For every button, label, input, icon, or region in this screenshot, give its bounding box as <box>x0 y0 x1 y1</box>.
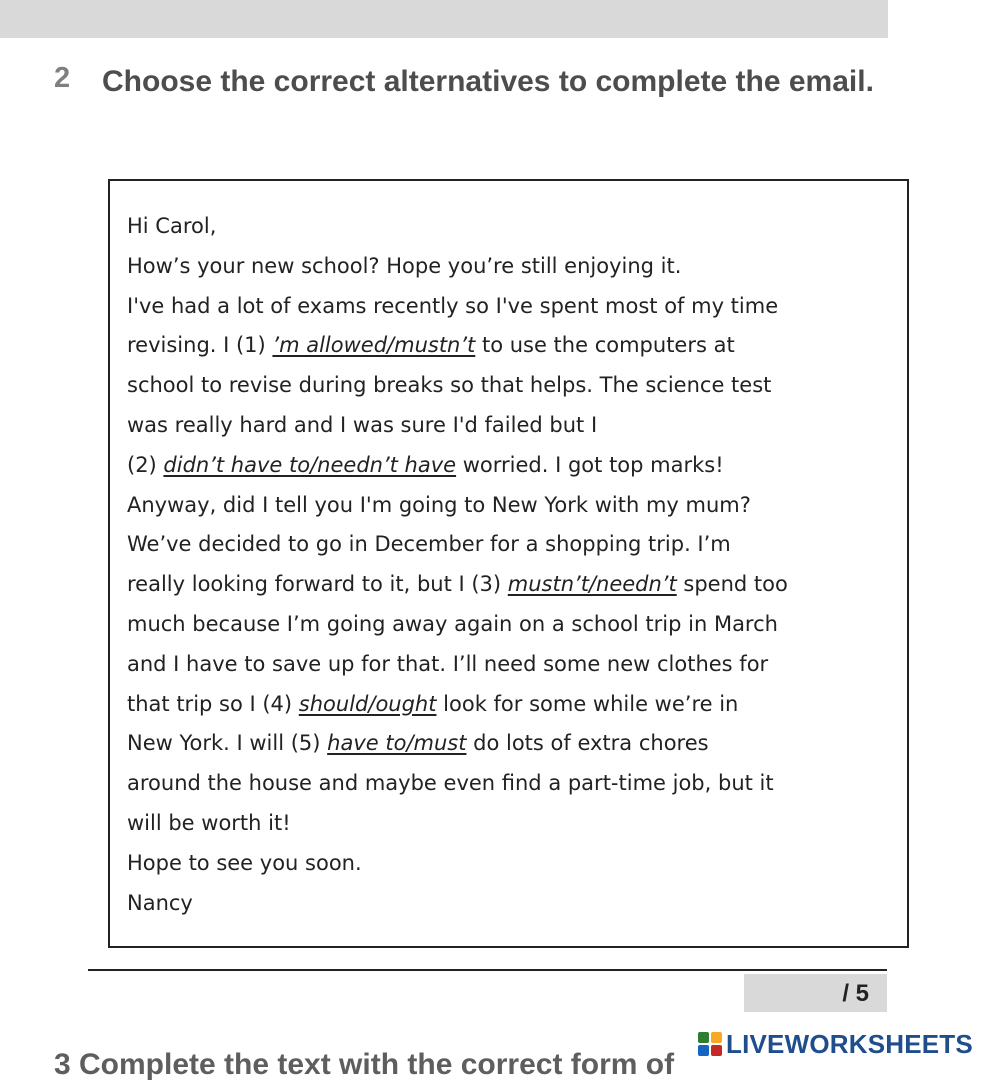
gap-alternatives[interactable]: didn’t have to/needn’t have <box>163 452 457 477</box>
email-text-segment: and I have to save up for that. I’ll need some new clothes for <box>127 651 769 676</box>
email-line <box>127 247 907 287</box>
top-header-bar <box>0 0 888 38</box>
email-text-segment: much because I’m going away again on a school trip in March <box>127 611 778 636</box>
email-text-segment: How’s your new school? Hope you’re still enjoying it. <box>127 253 682 278</box>
email-text-segment: look for some while we’re in <box>436 691 739 716</box>
email-text-segment: to use the computers at <box>475 333 735 358</box>
email-line <box>127 884 907 924</box>
logo-square <box>711 1045 722 1056</box>
email-line <box>127 326 907 366</box>
email-text-segment: that trip so I (4) <box>127 691 299 716</box>
email-text-segment: revising. I (1) <box>127 333 273 358</box>
email-text-segment: was really hard and I was sure I'd failed but I <box>127 412 598 437</box>
email-text-segment: Nancy <box>127 890 193 915</box>
email-text-segment: New York. I will (5) <box>127 731 328 756</box>
email-text-segment: We’ve decided to go in December for a shopping trip. I’m <box>127 532 731 557</box>
email-line <box>127 804 907 844</box>
email-line <box>127 685 907 725</box>
logo-square <box>698 1032 709 1043</box>
gap-alternatives[interactable]: ’m allowed/mustn’t <box>272 333 476 358</box>
email-text-segment: Hope to see you soon. <box>127 850 362 875</box>
email-text-segment: worried. I got top marks! <box>456 452 724 477</box>
logo-square <box>698 1045 709 1056</box>
email-line <box>127 645 907 685</box>
liveworksheets-watermark <box>698 1026 979 1062</box>
exercise-number: 2 <box>54 62 71 94</box>
email-line <box>127 366 907 406</box>
email-line <box>127 565 907 605</box>
watermark-text: LIVEWORKSHEETS <box>726 1028 973 1059</box>
email-text-segment: (2) <box>127 452 164 477</box>
email-text-segment: school to revise during breaks so that helps. The science test <box>127 373 772 398</box>
email-line <box>127 486 907 526</box>
email-line <box>127 287 907 327</box>
email-text-segment: Anyway, did I tell you I'm going to New York with my mum? <box>127 492 751 517</box>
email-line <box>127 844 907 884</box>
next-exercise-heading: 3 Complete the text with the correct form of <box>54 1048 675 1081</box>
exercise-instruction: Choose the correct alternatives to complete the email. <box>102 65 874 98</box>
email-box <box>108 179 909 948</box>
email-text-segment: will be worth it! <box>127 810 291 835</box>
email-line <box>127 605 907 645</box>
gap-alternatives[interactable]: should/ought <box>298 691 437 716</box>
email-line <box>127 525 907 565</box>
email-line <box>127 764 907 804</box>
email-body <box>127 207 907 923</box>
score-box: / 5 <box>744 974 887 1012</box>
email-text-segment: Hi Carol, <box>127 214 217 238</box>
email-text-segment: do lots of extra chores <box>466 731 709 756</box>
email-text-segment: really looking forward to it, but I (3) <box>127 572 508 597</box>
gap-alternatives[interactable]: mustn’t/needn’t <box>507 572 677 597</box>
email-line <box>127 207 907 247</box>
score-divider <box>88 969 887 971</box>
email-text-segment: around the house and maybe even find a part-time job, but it <box>127 771 774 796</box>
email-line <box>127 724 907 764</box>
logo-square <box>711 1032 722 1043</box>
email-text-segment: I've had a lot of exams recently so I've spent most of my time <box>127 293 779 318</box>
gap-alternatives[interactable]: have to/must <box>327 731 467 756</box>
email-line <box>127 446 907 486</box>
email-line <box>127 406 907 446</box>
email-text-segment: spend too <box>676 572 788 597</box>
liveworksheets-logo-icon <box>698 1032 722 1056</box>
